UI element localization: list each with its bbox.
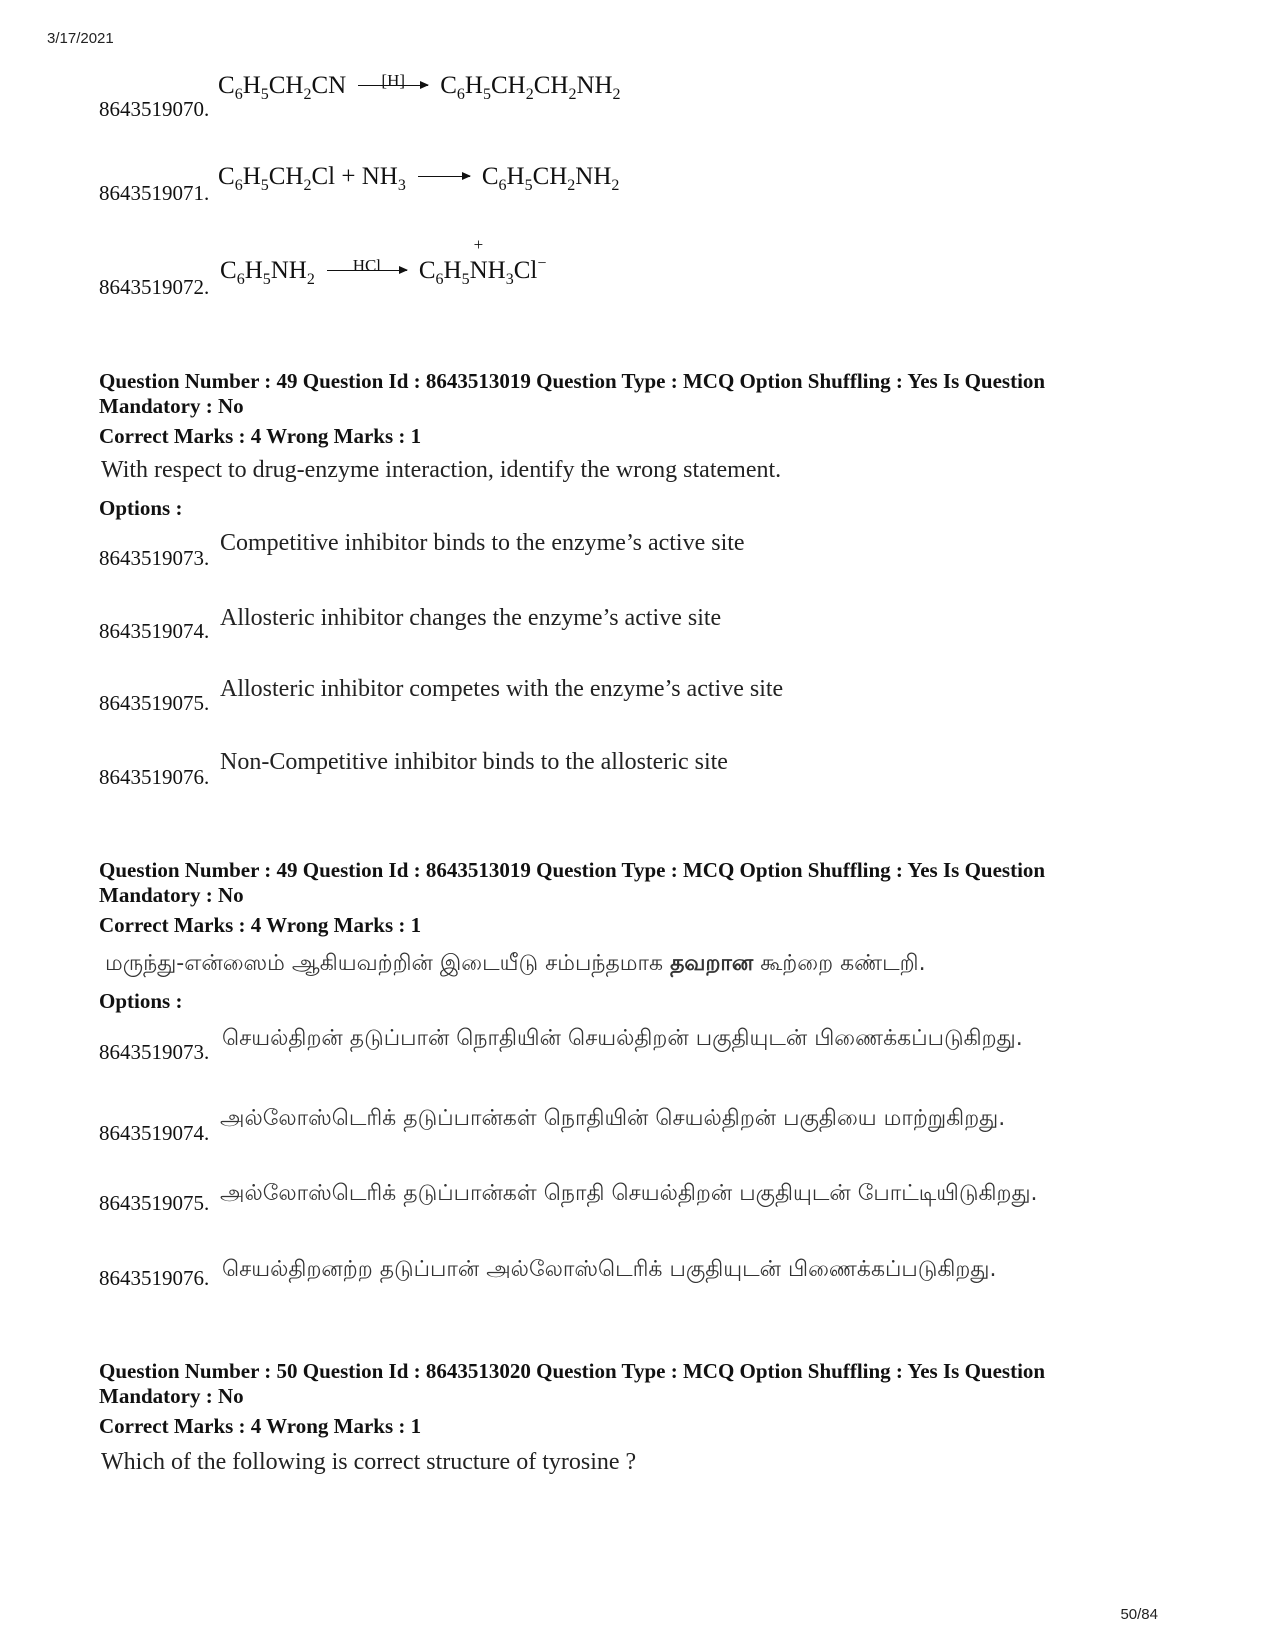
equation-nitrile-reduction	[218, 71, 621, 103]
question-marks: Correct Marks : 4 Wrong Marks : 1	[99, 424, 422, 448]
equation-amination: $C_6H_5CH_2Cl + NH_3$ $C_6H_5CH_2NH_2$	[218, 163, 620, 194]
reaction-arrow: HCl	[327, 277, 407, 278]
option-id: 8643519073.	[99, 1040, 210, 1064]
option-id: 8643519075.	[99, 691, 210, 715]
option-id: 8643519076.	[99, 765, 210, 789]
question-header: Question Number : 49 Question Id : 8643513019 Question Type : MCQ Option Shuffling : Yes Is Question Mandatory : No	[99, 858, 1046, 907]
reaction-arrow	[418, 183, 470, 184]
question-marks: Correct Marks : 4 Wrong Marks : 1	[99, 913, 422, 937]
reaction-arrow: [H]	[358, 92, 428, 93]
option-text: Non-Competitive inhibitor binds to the allosteric site	[220, 749, 728, 775]
reactant-formula: $C_6H_5CH_2CN$	[218, 72, 347, 103]
question-marks: Correct Marks : 4 Wrong Marks : 1	[99, 1414, 422, 1438]
question-header: Question Number : 50 Question Id : 8643513020 Question Type : MCQ Option Shuffling : Yes Is Question Mandatory : No	[99, 1359, 1046, 1408]
option-id: 8643519075.	[99, 1191, 210, 1215]
question-header: Question Number : 49 Question Id : 8643513019 Question Type : MCQ Option Shuffling : Yes Is Question Mandatory : No	[99, 369, 1046, 418]
option-id: 8643519071.	[99, 181, 210, 205]
option-id: 8643519070.	[99, 97, 210, 121]
option-text: Allosteric inhibitor changes the enzyme’s active site	[220, 605, 722, 631]
option-id: 8643519076.	[99, 1266, 210, 1290]
option-text: அல்லோஸ்டெரிக் தடுப்பான்கள் நொதி செயல்திறன் பகுதியுடன் போட்டியிடுகிறது.	[220, 1181, 1038, 1206]
option-id: 8643519073.	[99, 546, 210, 570]
question-text: Which of the following is correct structure of tyrosine ?	[101, 1449, 637, 1475]
option-id: 8643519074.	[99, 1121, 210, 1145]
product-formula: $C_6H_5CH_2CH_2NH_2$	[440, 72, 621, 103]
option-text: Allosteric inhibitor competes with the enzyme’s active site	[220, 676, 784, 702]
equation-salt-formation: $C_6H_5NH_2$ HCl $C_6H_5$ + $NH_3Cl^-$	[220, 235, 547, 288]
option-id: 8643519072.	[99, 275, 210, 299]
question-text: With respect to drug-enzyme interaction, identify the wrong statement.	[101, 457, 782, 483]
options-label: Options :	[99, 989, 183, 1013]
option-text: அல்லோஸ்டெரிக் தடுப்பான்கள் நொதியின் செயல்திறன் பகுதியை மாற்றுகிறது.	[220, 1106, 1006, 1131]
print-date: 3/17/2021	[47, 30, 114, 47]
option-id: 8643519074.	[99, 619, 210, 643]
page-number: 50/84	[1120, 1606, 1158, 1623]
option-text: செயல்திறன் தடுப்பான் நொதியின் செயல்திறன் பகுதியுடன் பிணைக்கப்படுகிறது.	[222, 1026, 1023, 1051]
question-text: மருந்து-என்ஸைம் ஆகியவற்றின் இடையீடு சம்பந்தமாக தவறான கூற்றை கண்டறி.	[105, 951, 926, 976]
option-text: Competitive inhibitor binds to the enzyme’s active site	[220, 530, 745, 556]
options-label: Options :	[99, 496, 183, 520]
option-text: செயல்திறனற்ற தடுப்பான் அல்லோஸ்டெரிக் பகுதியுடன் பிணைக்கப்படுகிறது.	[222, 1257, 997, 1282]
